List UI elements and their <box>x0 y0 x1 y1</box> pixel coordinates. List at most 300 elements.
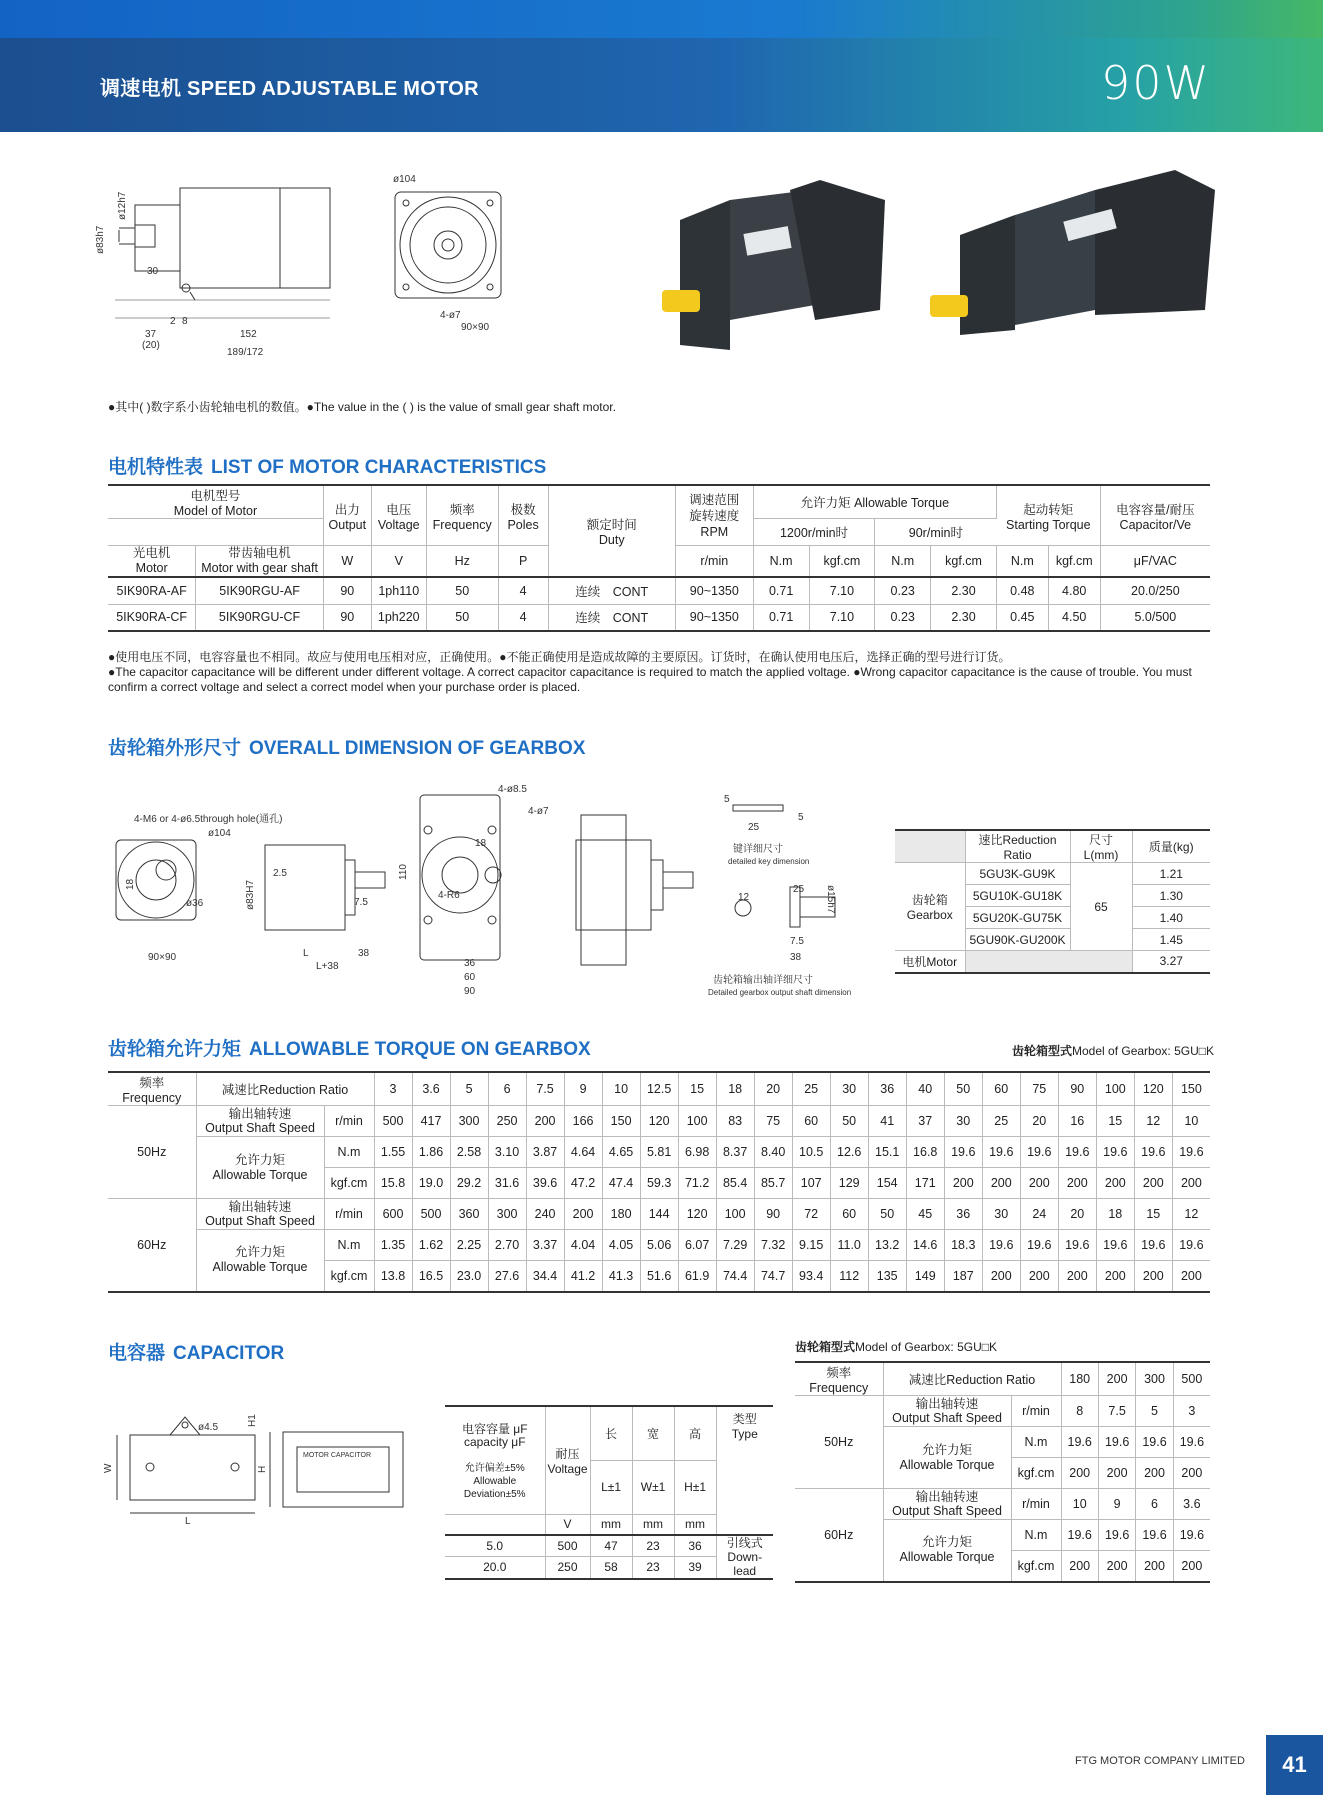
dim-label: ø83H7 <box>245 879 256 910</box>
table-cell: 37 <box>906 1106 944 1137</box>
table-cell: 2.58 <box>450 1137 488 1168</box>
unit-cell: Hz <box>426 546 498 578</box>
table-cell: 引线式 Down-lead <box>716 1535 773 1579</box>
unit-cell: mm <box>632 1515 674 1535</box>
ratio-cell: 9 <box>564 1072 602 1106</box>
table-cell: 180 <box>602 1199 640 1230</box>
torque-label: 允许力矩 Allowable Torque <box>883 1520 1011 1582</box>
table-cell: 6.98 <box>678 1137 716 1168</box>
power-rating: 90W <box>1100 56 1211 110</box>
table-cell: 2.30 <box>931 604 997 631</box>
dim-label: 90×90 <box>461 322 490 333</box>
table-cell: 25 <box>982 1106 1020 1137</box>
table-cell: 200 <box>982 1168 1020 1199</box>
table-cell: 0.23 <box>875 604 931 631</box>
dim-label: H1 <box>247 1414 258 1427</box>
page-title: 调速电机 SPEED ADJUSTABLE MOTOR <box>100 78 479 100</box>
dim-label: 37 <box>145 329 157 340</box>
header-cell: 速比Reduction Ratio <box>965 830 1070 863</box>
table-cell: 39.6 <box>526 1168 564 1199</box>
table-cell: 83 <box>716 1106 754 1137</box>
header-topbar <box>0 0 1323 38</box>
table-cell: 19.6 <box>1136 1427 1173 1458</box>
table-cell: 4.50 <box>1048 604 1100 631</box>
ratio-cell: 6 <box>488 1072 526 1106</box>
table-cell: 16 <box>1058 1106 1096 1137</box>
table-cell: 4 <box>498 577 548 604</box>
header-cell: 频率 Frequency <box>426 485 498 546</box>
table-cell: 7.10 <box>809 604 875 631</box>
header-cell: 减速比Reduction Ratio <box>196 1072 374 1106</box>
dim-label: ø36 <box>186 898 204 909</box>
unit-cell: H±1 <box>674 1460 716 1514</box>
ratio-cell: 180 <box>1061 1362 1098 1396</box>
header-cell <box>445 1406 545 1515</box>
ratio-cell: 75 <box>1020 1072 1058 1106</box>
table-cell: 19.6 <box>982 1137 1020 1168</box>
table-cell: 16.8 <box>906 1137 944 1168</box>
header-cell: 高 <box>674 1406 716 1460</box>
dim-label: ø12h7 <box>117 191 128 220</box>
table-cell: 50 <box>830 1106 868 1137</box>
ratio-cell: 300 <box>1136 1362 1173 1396</box>
table-cell: 200 <box>1136 1458 1173 1489</box>
table-cell: 5.0/500 <box>1100 604 1210 631</box>
table-cell: 0.48 <box>996 577 1048 604</box>
torque-label: 允许力矩 Allowable Torque <box>883 1427 1011 1489</box>
table-cell: 18 <box>1096 1199 1134 1230</box>
table-cell: 12.6 <box>830 1137 868 1168</box>
table-cell: 417 <box>412 1106 450 1137</box>
table-cell: 129 <box>830 1168 868 1199</box>
table-cell: 200 <box>564 1199 602 1230</box>
table-cell: 60 <box>830 1199 868 1230</box>
table-cell: 19.6 <box>1058 1137 1096 1168</box>
table-cell: 36 <box>674 1535 716 1557</box>
dim-label: 189/172 <box>227 347 264 358</box>
header-cell: 尺寸L(mm) <box>1070 830 1132 863</box>
dim-label: 4-ø7 <box>440 310 461 321</box>
table-cell: 75 <box>754 1106 792 1137</box>
table-cell: 300 <box>488 1199 526 1230</box>
dim-label: ø104 <box>208 828 231 839</box>
table-cell: 65 <box>1070 863 1132 951</box>
table-row <box>795 1396 1210 1427</box>
header-cell: 起动转矩 Starting Torque <box>996 485 1100 546</box>
unit-cell: N.m <box>1011 1427 1061 1458</box>
table-cell: 90~1350 <box>675 577 753 604</box>
table-cell: 200 <box>1134 1261 1172 1292</box>
table-cell: 200 <box>526 1106 564 1137</box>
speed-label: 输出轴转速 Output Shaft Speed <box>883 1396 1011 1427</box>
allowable-torque-table <box>108 1071 1210 1293</box>
dim-label: L <box>303 948 309 959</box>
table-cell: 5GU10K-GU18K <box>965 885 1070 907</box>
frequency-cell: 60Hz <box>108 1199 196 1292</box>
table-cell: 58 <box>590 1557 632 1579</box>
table-cell: 9 <box>1098 1489 1135 1520</box>
gearbox-dimension-drawing <box>108 780 868 1005</box>
table-cell: 90~1350 <box>675 604 753 631</box>
table-cell: 19.6 <box>944 1137 982 1168</box>
unit-cell: r/min <box>1011 1396 1061 1427</box>
table-cell: 1.40 <box>1132 907 1210 929</box>
section-title-cn: 电机特性表 <box>108 457 204 478</box>
table-cell: 4.05 <box>602 1230 640 1261</box>
table-cell: 200 <box>1096 1168 1134 1199</box>
ratio-cell: 36 <box>868 1072 906 1106</box>
section-title-en: CAPACITOR <box>173 1343 285 1364</box>
table-cell: 4.65 <box>602 1137 640 1168</box>
gearbox-model-en: Model of Gearbox: 5GU□K <box>1072 1044 1214 1058</box>
motor-characteristics-title <box>108 452 546 479</box>
table-cell: 107 <box>792 1168 830 1199</box>
table-cell: 19.6 <box>1098 1427 1135 1458</box>
table-cell: 85.7 <box>754 1168 792 1199</box>
table-cell: 90 <box>323 604 371 631</box>
table-cell: 360 <box>450 1199 488 1230</box>
dim-label: 25 <box>748 822 760 833</box>
section-title-en: OVERALL DIMENSION OF GEARBOX <box>249 738 586 759</box>
page-number: 41 <box>1266 1735 1323 1795</box>
table-cell: 72 <box>792 1199 830 1230</box>
table-cell: 23 <box>632 1557 674 1579</box>
table-cell: 5GU3K-GU9K <box>965 863 1070 885</box>
header-cell: 宽 <box>632 1406 674 1460</box>
small-table-caption-cn: 齿轮箱型式 <box>795 1340 856 1354</box>
unit-cell: kgf.cm <box>1011 1458 1061 1489</box>
table-cell: 0.71 <box>753 577 809 604</box>
table-cell: 600 <box>374 1199 412 1230</box>
ratio-cell: 100 <box>1096 1072 1134 1106</box>
torque-label: 允许力矩 Allowable Torque <box>196 1230 324 1292</box>
table-cell: 41.3 <box>602 1261 640 1292</box>
table-cell: 10.5 <box>792 1137 830 1168</box>
dim-label: 60 <box>464 972 476 983</box>
dim-label: 36 <box>464 958 476 969</box>
table-cell: 47 <box>590 1535 632 1557</box>
dim-label: ø104 <box>393 174 416 185</box>
header-cell: 电机型号 Model of Motor <box>108 485 323 519</box>
table-cell: 120 <box>678 1199 716 1230</box>
dim-label: detailed key dimension <box>728 857 810 866</box>
gearmotor-photo <box>920 160 1220 360</box>
dim-label: 38 <box>790 952 802 963</box>
table-row <box>108 604 1210 631</box>
motor-photo <box>640 170 890 360</box>
ratio-cell: 3.6 <box>412 1072 450 1106</box>
unit-cell: N.m <box>753 546 809 578</box>
capacitor-note-cn: ●使用电压不同，电容容量也不相同。故应与使用电压相对应，正确使用。●不能正确使用是造成故障的主要原因。订货时，在确认使用电压后，选择正确的型号进行订货。 <box>108 650 1011 664</box>
dim-label: W <box>103 1463 114 1473</box>
table-cell: 250 <box>545 1557 590 1579</box>
table-cell: 30 <box>982 1199 1020 1230</box>
table-cell: 166 <box>564 1106 602 1137</box>
table-cell: 8 <box>1061 1396 1098 1427</box>
table-cell: 7.29 <box>716 1230 754 1261</box>
header-cell: 频率Frequency <box>108 1072 196 1106</box>
table-row <box>108 577 1210 604</box>
dim-label: 4-M6 or 4-ø6.5through hole(通孔) <box>134 814 283 825</box>
table-cell: 60 <box>792 1106 830 1137</box>
header-cell: 极数 Poles <box>498 485 548 546</box>
unit-cell: V <box>545 1515 590 1535</box>
unit-cell: W <box>323 546 371 578</box>
table-cell: 5IK90RA-CF <box>108 604 196 631</box>
unit-cell: W±1 <box>632 1460 674 1514</box>
header-cell: 长 <box>590 1406 632 1460</box>
table-cell: 15.8 <box>374 1168 412 1199</box>
ratio-cell: 5 <box>450 1072 488 1106</box>
table-cell: 19.6 <box>1061 1520 1098 1551</box>
table-cell: 34.4 <box>526 1261 564 1292</box>
table-cell: 74.4 <box>716 1261 754 1292</box>
ratio-cell: 50 <box>944 1072 982 1106</box>
header-cell: 光电机 Motor <box>108 546 196 578</box>
table-cell: 71.2 <box>678 1168 716 1199</box>
table-cell: 1ph220 <box>371 604 426 631</box>
table-cell: 500 <box>412 1199 450 1230</box>
unit-cell: N.m <box>996 546 1048 578</box>
dim-label: 2 <box>170 316 176 327</box>
table-cell: 6 <box>1136 1489 1173 1520</box>
dim-label: 键详细尺寸 <box>733 844 783 855</box>
table-cell: 300 <box>450 1106 488 1137</box>
dim-label: 30 <box>147 266 159 277</box>
table-cell: 19.6 <box>1173 1520 1210 1551</box>
table-cell: 19.6 <box>1134 1137 1172 1168</box>
table-cell: 23 <box>632 1535 674 1557</box>
header-cell: 减速比Reduction Ratio <box>883 1362 1061 1396</box>
allowable-torque-title <box>108 1034 591 1061</box>
small-table-caption-en: Model of Gearbox: 5GU□K <box>855 1340 997 1354</box>
header-cell: 质量(kg) <box>1132 830 1210 863</box>
table-cell: 30 <box>944 1106 982 1137</box>
ratio-cell: 20 <box>754 1072 792 1106</box>
capacitor-note <box>108 650 1218 695</box>
dim-label: 7.5 <box>354 897 368 908</box>
table-cell: 19.6 <box>1173 1427 1210 1458</box>
table-cell: 12 <box>1134 1106 1172 1137</box>
table-cell: 200 <box>1173 1458 1210 1489</box>
speed-label: 输出轴转速 Output Shaft Speed <box>196 1106 324 1137</box>
cap-header: 电容容量 μF capacity μF <box>461 1422 528 1449</box>
header-cell: 类型 Type <box>716 1406 773 1535</box>
table-cell: 1.62 <box>412 1230 450 1261</box>
table-cell: 61.9 <box>678 1261 716 1292</box>
unit-cell: N.m <box>875 546 931 578</box>
frequency-cell: 50Hz <box>108 1106 196 1199</box>
table-cell: 连续 CONT <box>548 577 675 604</box>
header-cell: 电压 Voltage <box>371 485 426 546</box>
table-cell: 7.5 <box>1098 1396 1135 1427</box>
dim-label: 90 <box>464 986 476 997</box>
table-cell: 18.3 <box>944 1230 982 1261</box>
ratio-cell: 12.5 <box>640 1072 678 1106</box>
table-cell: 200 <box>1020 1261 1058 1292</box>
table-cell: 171 <box>906 1168 944 1199</box>
table-cell: 200 <box>1098 1551 1135 1582</box>
table-cell: 15 <box>1134 1199 1172 1230</box>
section-title-cn: 齿轮箱外形尺寸 <box>108 738 242 759</box>
table-cell: 12 <box>1172 1199 1210 1230</box>
table-cell: 20.0/250 <box>1100 577 1210 604</box>
table-cell: 27.6 <box>488 1261 526 1292</box>
table-cell: 5.06 <box>640 1230 678 1261</box>
table-cell: 9.15 <box>792 1230 830 1261</box>
table-cell: 200 <box>1172 1168 1210 1199</box>
unit-cell: P <box>498 546 548 578</box>
table-cell: 1.21 <box>1132 863 1210 885</box>
table-cell: 5.81 <box>640 1137 678 1168</box>
header-cell: 电容容量/耐压 Capacitor/Ve <box>1100 485 1210 546</box>
table-cell: 7.10 <box>809 577 875 604</box>
unit-cell: r/min <box>1011 1489 1061 1520</box>
dim-label: 齿轮箱输出轴详细尺寸 <box>713 975 813 986</box>
table-cell: 20.0 <box>445 1557 545 1579</box>
table-cell: 5IK90RGU-CF <box>196 604 324 631</box>
table-cell: 74.7 <box>754 1261 792 1292</box>
table-cell: 50 <box>426 577 498 604</box>
table-cell: 200 <box>1061 1551 1098 1582</box>
table-cell: 1.35 <box>374 1230 412 1261</box>
unit-cell: kgf.cm <box>324 1168 374 1199</box>
dim-label: 4-ø7 <box>528 806 549 817</box>
table-cell: 85.4 <box>716 1168 754 1199</box>
table-cell: 200 <box>1020 1168 1058 1199</box>
table-cell: 16.5 <box>412 1261 450 1292</box>
unit-cell: kgf.cm <box>1048 546 1100 578</box>
table-cell: 59.3 <box>640 1168 678 1199</box>
table-row <box>108 1230 1210 1261</box>
table-cell: 19.6 <box>1136 1520 1173 1551</box>
motor-characteristics-table <box>108 484 1210 632</box>
table-cell: 39 <box>674 1557 716 1579</box>
table-cell: 1.86 <box>412 1137 450 1168</box>
table-cell: 19.6 <box>1096 1230 1134 1261</box>
table-cell: 120 <box>640 1106 678 1137</box>
section-title-cn: 电容器 <box>108 1343 166 1364</box>
table-cell: 连续 CONT <box>548 604 675 631</box>
table-cell: 200 <box>1096 1261 1134 1292</box>
small-table-caption <box>795 1338 997 1355</box>
table-cell: 2.30 <box>931 577 997 604</box>
table-cell: 20 <box>1020 1106 1058 1137</box>
gearbox-model-cn: 齿轮箱型式 <box>1012 1044 1073 1058</box>
header-cell: 允许力矩 Allowable Torque <box>753 485 996 519</box>
ratio-cell: 7.5 <box>526 1072 564 1106</box>
table-cell: 135 <box>868 1261 906 1292</box>
table-cell: 149 <box>906 1261 944 1292</box>
unit-cell: mm <box>674 1515 716 1535</box>
header-cell: 90r/min时 <box>875 519 997 546</box>
table-cell: 90 <box>754 1199 792 1230</box>
table-cell: 19.6 <box>1061 1427 1098 1458</box>
unit-cell: mm <box>590 1515 632 1535</box>
dim-label: 4-R6 <box>438 890 460 901</box>
dim-label: L <box>185 1516 191 1527</box>
dim-label: 4-ø8.5 <box>498 784 527 795</box>
dim-label: (20) <box>142 340 160 351</box>
table-cell: 1.45 <box>1132 929 1210 951</box>
table-cell: 500 <box>545 1535 590 1557</box>
table-cell: 0.71 <box>753 604 809 631</box>
torque-label: 允许力矩 Allowable Torque <box>196 1137 324 1199</box>
capacitor-table <box>445 1405 773 1580</box>
table-cell: 0.23 <box>875 577 931 604</box>
table-cell: 200 <box>1173 1551 1210 1582</box>
table-cell: 51.6 <box>640 1261 678 1292</box>
dim-label: Detailed gearbox output shaft dimension <box>708 988 852 997</box>
table-cell: 3.10 <box>488 1137 526 1168</box>
table-cell: 31.6 <box>488 1168 526 1199</box>
table-cell: 200 <box>1098 1458 1135 1489</box>
dim-label: MOTOR CAPACITOR <box>303 1452 372 1459</box>
table-cell: 20 <box>1058 1199 1096 1230</box>
table-cell: 15.1 <box>868 1137 906 1168</box>
table-cell: 200 <box>1172 1261 1210 1292</box>
ratio-cell: 3 <box>374 1072 412 1106</box>
dim-label: 8 <box>182 316 188 327</box>
unit-cell: kgf.cm <box>1011 1551 1061 1582</box>
section-title-cn: 齿轮箱允许力矩 <box>108 1039 242 1060</box>
capacitor-drawing <box>105 1405 405 1525</box>
table-cell: 41.2 <box>564 1261 602 1292</box>
table-cell: 200 <box>1136 1551 1173 1582</box>
table-cell: 7.32 <box>754 1230 792 1261</box>
dim-label: 18 <box>475 838 487 849</box>
dim-label: L+38 <box>316 961 339 972</box>
motor-label: 电机Motor <box>895 951 965 973</box>
capacitor-title <box>108 1338 284 1365</box>
table-cell: 8.40 <box>754 1137 792 1168</box>
ratio-cell: 15 <box>678 1072 716 1106</box>
table-cell: 200 <box>1058 1168 1096 1199</box>
unit-cell: kgf.cm <box>931 546 997 578</box>
table-cell: 2.70 <box>488 1230 526 1261</box>
dim-label: 90×90 <box>148 952 177 963</box>
table-cell: 3.6 <box>1173 1489 1210 1520</box>
unit-cell: N.m <box>1011 1520 1061 1551</box>
ratio-cell: 60 <box>982 1072 1020 1106</box>
table-cell: 0.45 <box>996 604 1048 631</box>
table-cell: 19.6 <box>1020 1230 1058 1261</box>
table-cell: 5IK90RA-AF <box>108 577 196 604</box>
table-cell: 1.55 <box>374 1137 412 1168</box>
table-cell: 47.2 <box>564 1168 602 1199</box>
page-header <box>0 0 1323 132</box>
dim-label: H <box>257 1465 268 1473</box>
table-cell: 250 <box>488 1106 526 1137</box>
table-cell: 11.0 <box>830 1230 868 1261</box>
table-cell: 19.6 <box>982 1230 1020 1261</box>
table-cell: 500 <box>374 1106 412 1137</box>
gearbox-label: 齿轮箱 Gearbox <box>895 863 965 951</box>
table-cell: 13.2 <box>868 1230 906 1261</box>
table-cell: 154 <box>868 1168 906 1199</box>
table-cell: 3.27 <box>1132 951 1210 973</box>
ratio-cell: 120 <box>1134 1072 1172 1106</box>
high-ratio-torque-table <box>795 1361 1210 1583</box>
motor-dimension-drawing <box>95 170 545 360</box>
dim-label: 5 <box>724 794 730 805</box>
table-cell: 144 <box>640 1199 678 1230</box>
table-cell: 6.07 <box>678 1230 716 1261</box>
table-cell: 8.37 <box>716 1137 754 1168</box>
unit-cell: N.m <box>324 1230 374 1261</box>
table-cell: 15 <box>1096 1106 1134 1137</box>
gearbox-dimension-title <box>108 733 585 760</box>
